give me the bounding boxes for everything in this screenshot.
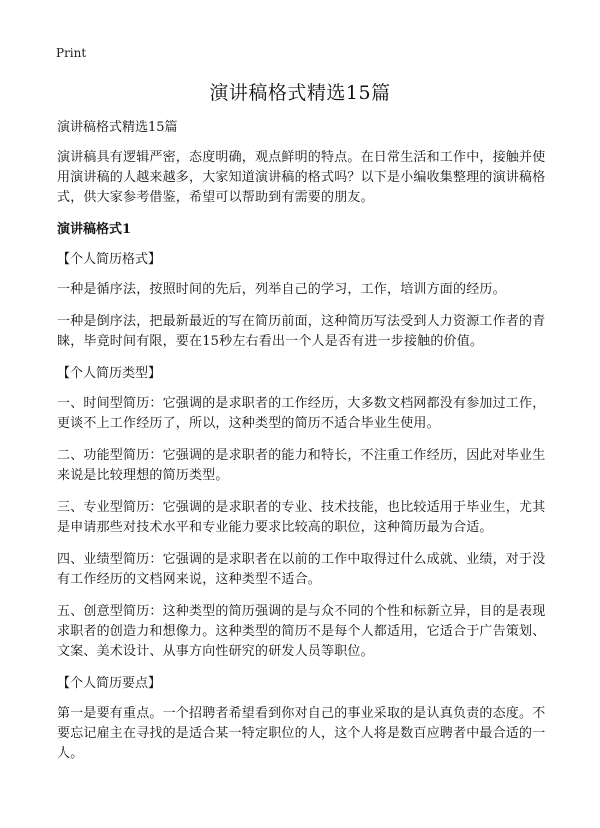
page-title: 演讲稿格式精选15篇	[209, 82, 391, 104]
paragraph: 三、专业型简历：它强调的是求职者的专业、技术技能，也比较适用于毕业生，尤其是申请那些对技术水平和专业能力要求比较高的职位，这种简历最为合适。	[57, 500, 546, 535]
print-link[interactable]: Print	[56, 46, 87, 60]
paragraph: 一种是倒序法，把最新最近的写在简历前面，这种简历写法受到人力资源工作者的青睐，毕竟时间有限，要在15秒左右看出一个人是否有进一步接触的价值。	[57, 314, 546, 349]
section-label-type: 【个人简历类型】	[57, 366, 162, 381]
paragraph: 一种是循序法，按照时间的先后，列举自己的学习，工作，培训方面的经历。	[57, 282, 506, 297]
paragraph: 四、业绩型简历：它强调的是求职者在以前的工作中取得过什么成就、业绩，对于没有工作经历的文档网来说，这种类型不适合。	[57, 552, 546, 587]
article-subtitle: 演讲稿格式精选15篇	[57, 120, 178, 135]
paragraph: 二、功能型简历：它强调的是求职者的能力和特长，不注重工作经历，因此对毕业生来说是比较理想的简历类型。	[57, 448, 546, 483]
section-label-points: 【个人简历要点】	[57, 676, 162, 691]
section-heading: 演讲稿格式1	[57, 222, 132, 237]
paragraph: 一、时间型简历：它强调的是求职者的工作经历，大多数文档网都没有参加过工作，更谈不上工作经历了，所以，这种类型的简历不适合毕业生使用。	[57, 396, 546, 431]
paragraph: 五、创意型简历：这种类型的简历强调的是与众不同的个性和标新立异，目的是表现求职者的创造力和想像力。这种类型的简历不是每个人都适用，它适合于广告策划、文案、美术设计、从事方向性研究的研发人员等职位。	[57, 604, 546, 659]
section-label-format: 【个人简历格式】	[57, 252, 162, 267]
paragraph: 第一是要有重点。一个招聘者希望看到你对自己的事业采取的是认真负责的态度。不要忘记雇主在寻找的是适合某一特定职位的人，这个人将是数百应聘者中最合适的一人。	[57, 706, 546, 761]
article-body	[57, 118, 557, 776]
intro-paragraph: 演讲稿具有逻辑严密，态度明确，观点鲜明的特点。在日常生活和工作中，接触并使用演讲稿的人越来越多，大家知道演讲稿的格式吗？以下是小编收集整理的演讲稿格式，供大家参考借鉴，希望可以帮助到有需要的朋友。	[57, 150, 546, 205]
